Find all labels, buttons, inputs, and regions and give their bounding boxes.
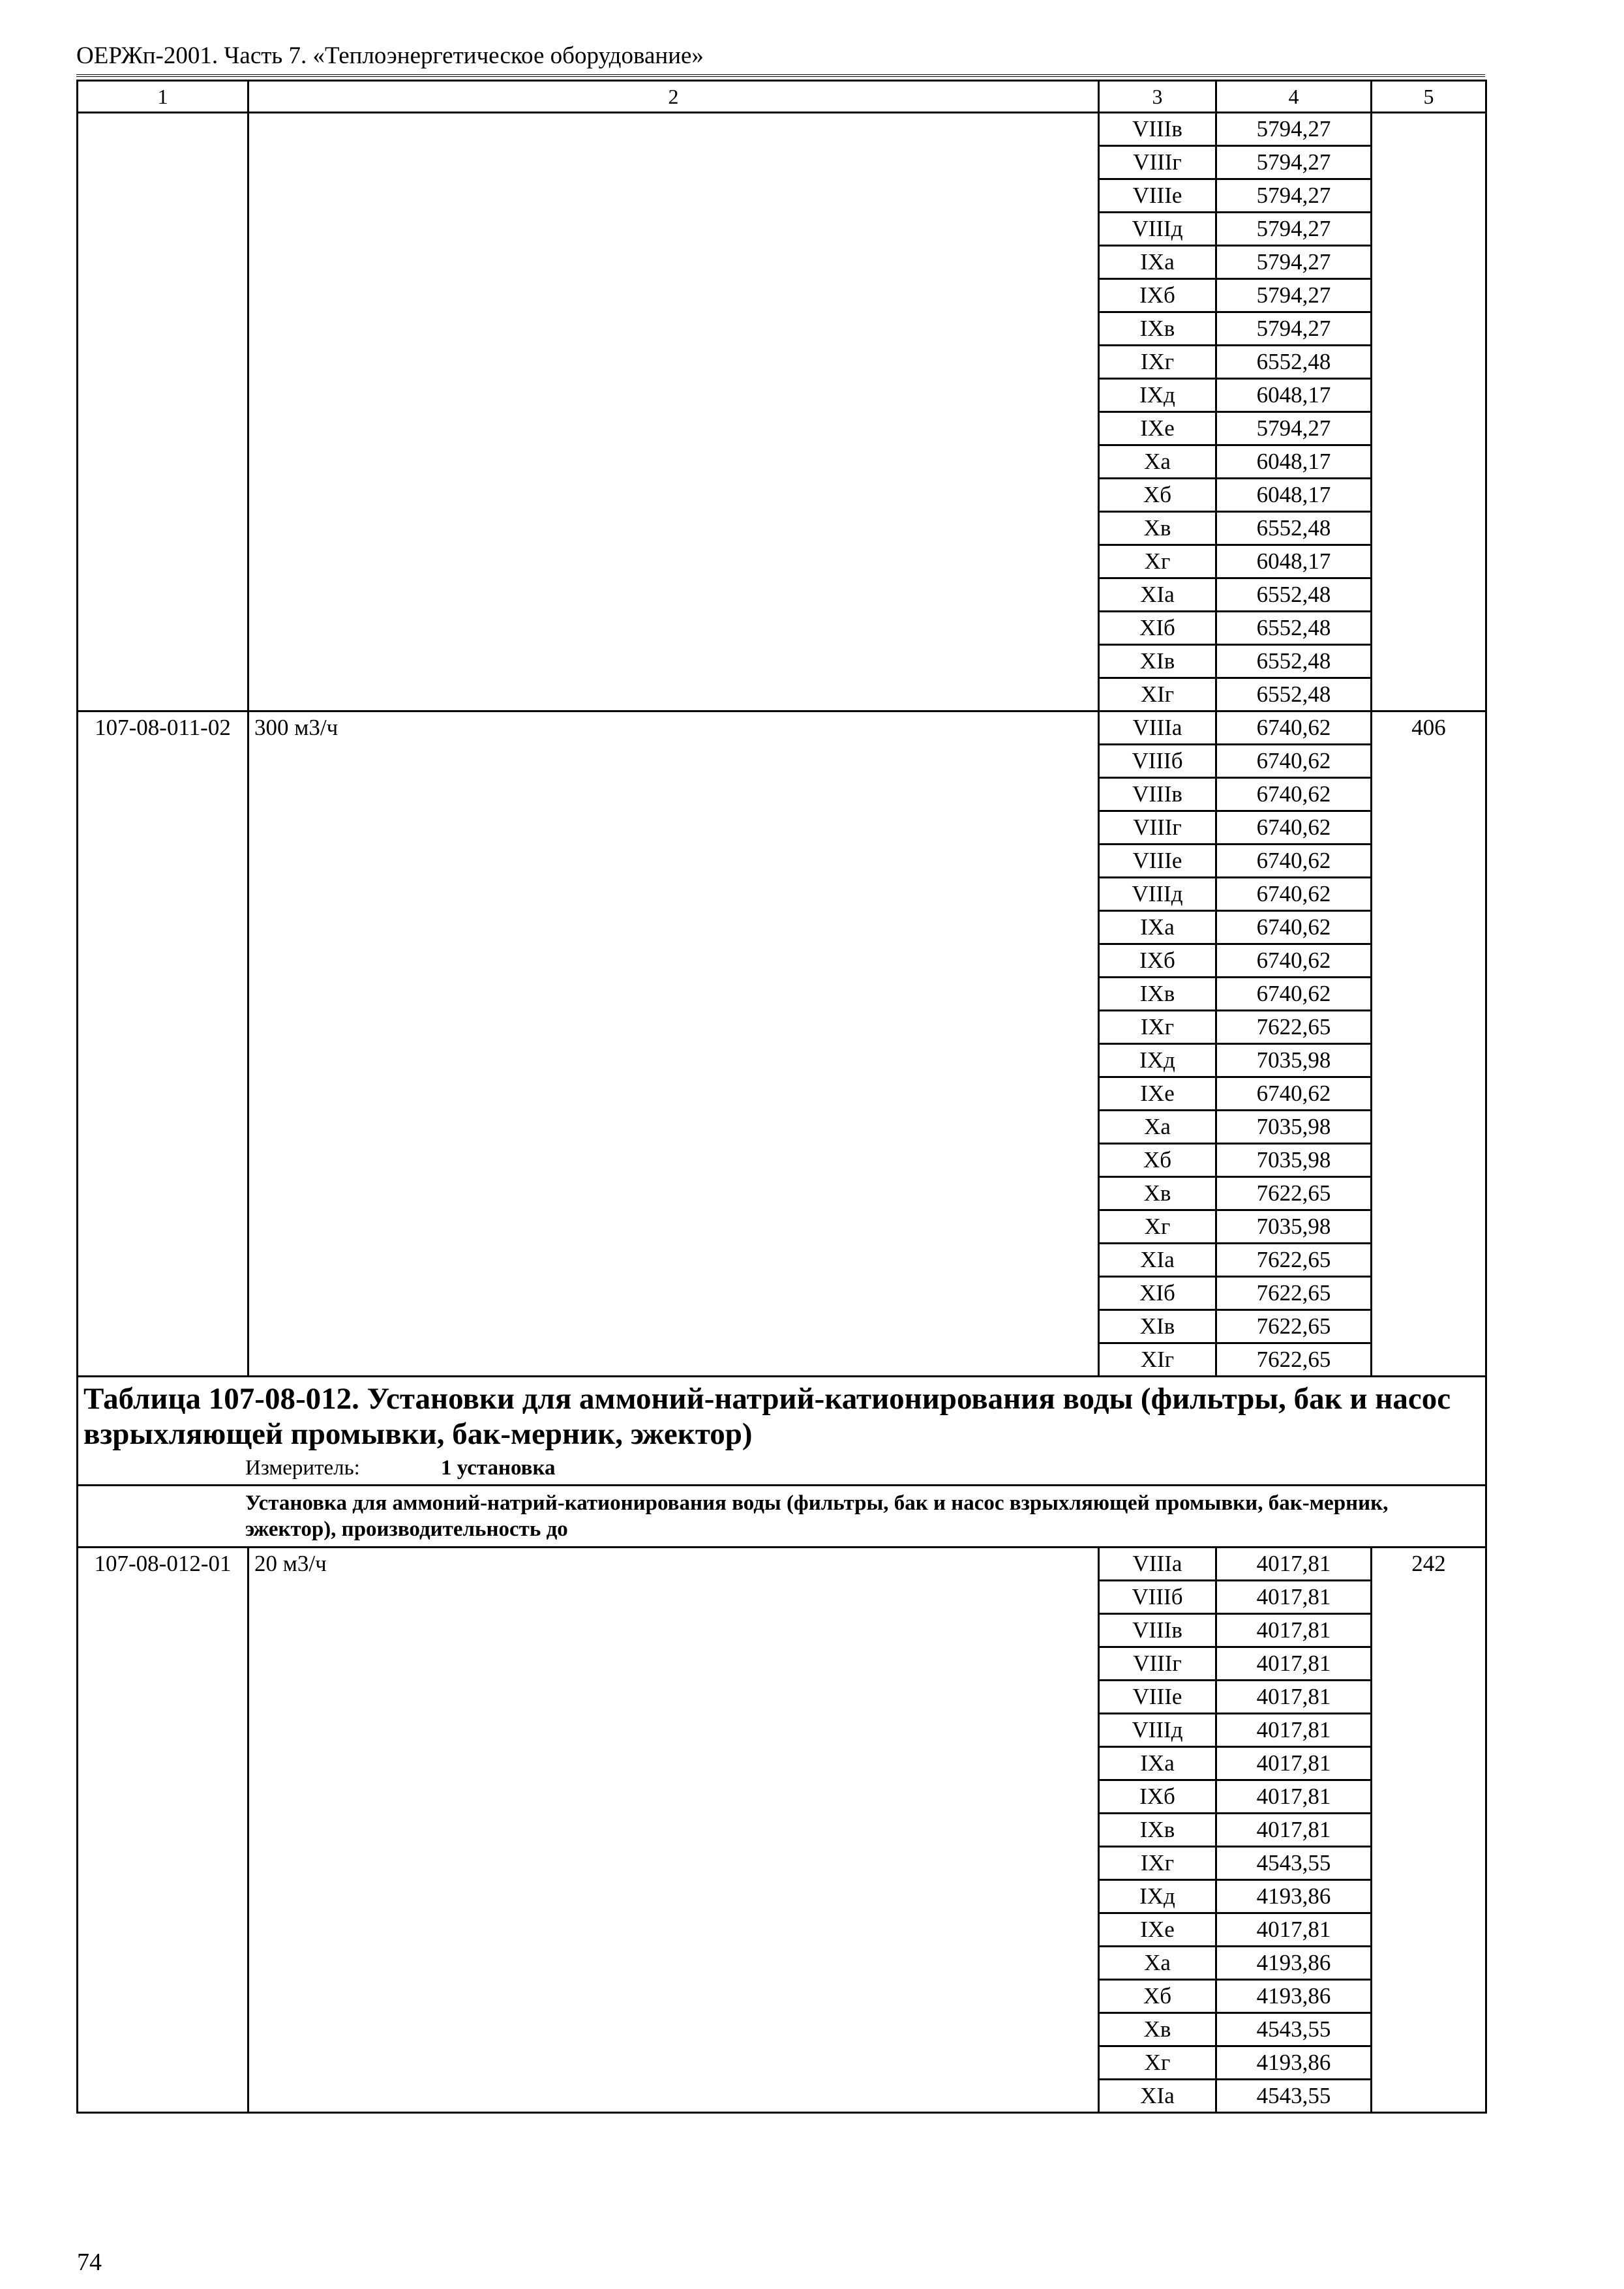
price-cell: 4543,55 [1216, 1847, 1372, 1880]
price-cell: 5794,27 [1216, 179, 1372, 213]
price-cell: 5794,27 [1216, 146, 1372, 179]
price-cell: 6740,62 [1216, 911, 1372, 944]
zone-cell: Xб [1099, 1980, 1216, 2013]
zone-cell: Xг [1099, 2046, 1216, 2080]
price-cell: 4017,81 [1216, 1614, 1372, 1647]
price-cell: 6740,62 [1216, 878, 1372, 911]
zone-cell: VIIIв [1099, 778, 1216, 811]
table-title-row [78, 1377, 1486, 1486]
zone-cell: Xв [1099, 512, 1216, 545]
price-cell: 7622,65 [1216, 1244, 1372, 1277]
item-code: 107-08-012-01 [78, 1548, 248, 2113]
price-cell: 4017,81 [1216, 1681, 1372, 1714]
table-subtitle-row [78, 1486, 1486, 1548]
price-cell: 5794,27 [1216, 246, 1372, 279]
item-code: 107-08-011-02 [78, 711, 248, 1377]
item-code [78, 113, 248, 711]
zone-cell: IXб [1099, 944, 1216, 978]
price-cell: 4017,81 [1216, 1647, 1372, 1681]
zone-cell: VIIIд [1099, 1714, 1216, 1747]
zone-cell: IXг [1099, 1011, 1216, 1044]
zone-cell: IXа [1099, 911, 1216, 944]
meter-value: 1 установка [441, 1456, 556, 1480]
price-cell: 6552,48 [1216, 645, 1372, 678]
zone-cell: VIIIд [1099, 213, 1216, 246]
price-cell: 4017,81 [1216, 1747, 1372, 1780]
price-cell: 4543,55 [1216, 2080, 1372, 2113]
price-cell: 6552,48 [1216, 578, 1372, 612]
price-cell: 6740,62 [1216, 944, 1372, 978]
zone-cell: VIIIг [1099, 1647, 1216, 1681]
price-cell: 5794,27 [1216, 279, 1372, 312]
zone-cell: Xа [1099, 445, 1216, 479]
zone-cell: VIIIе [1099, 845, 1216, 878]
item-description: 300 м3/ч [248, 711, 1099, 1377]
zone-cell: XIг [1099, 1343, 1216, 1377]
price-cell: 7035,98 [1216, 1144, 1372, 1177]
zone-cell: XIв [1099, 645, 1216, 678]
price-cell: 6048,17 [1216, 379, 1372, 412]
zone-cell: VIIIе [1099, 1681, 1216, 1714]
header-title: ОЕРЖп-2001. Часть 7. «Теплоэнергетическое оборудование» [76, 42, 704, 69]
price-cell: 7622,65 [1216, 1011, 1372, 1044]
price-cell: 4193,86 [1216, 2046, 1372, 2080]
price-cell: 4193,86 [1216, 1980, 1372, 2013]
zone-cell: IXб [1099, 279, 1216, 312]
meter-label: Измеритель: [245, 1456, 360, 1480]
column-number-row [78, 81, 1486, 113]
zone-cell: IXв [1099, 312, 1216, 346]
column-number: 5 [1372, 81, 1486, 113]
item-col5: 242 [1372, 1548, 1486, 2113]
price-cell: 5794,27 [1216, 412, 1372, 445]
zone-cell: IXг [1099, 346, 1216, 379]
price-cell: 7035,98 [1216, 1210, 1372, 1244]
table-row [78, 1548, 1486, 1581]
zone-cell: Xб [1099, 479, 1216, 512]
price-cell: 6740,62 [1216, 711, 1372, 745]
table-subtitle: Установка для аммоний-натрий-катионирования воды (фильтры, бак и насос взрыхляющей промывки, бак-мерник, эжектор), производительность до [245, 1491, 1389, 1541]
item-col5: 406 [1372, 711, 1486, 1377]
zone-cell: VIIIд [1099, 878, 1216, 911]
zone-cell: XIа [1099, 2080, 1216, 2113]
price-cell: 7035,98 [1216, 1044, 1372, 1077]
price-cell: 6740,62 [1216, 745, 1372, 778]
price-cell: 7622,65 [1216, 1277, 1372, 1310]
price-cell: 5794,27 [1216, 312, 1372, 346]
zone-cell: XIа [1099, 578, 1216, 612]
zone-cell: VIIIб [1099, 1581, 1216, 1614]
column-number: 2 [248, 81, 1099, 113]
price-cell: 4017,81 [1216, 1714, 1372, 1747]
price-cell: 6048,17 [1216, 479, 1372, 512]
zone-cell: VIIIв [1099, 1614, 1216, 1647]
zone-cell: VIIIг [1099, 811, 1216, 845]
zone-cell: Xв [1099, 1177, 1216, 1210]
price-cell: 6048,17 [1216, 545, 1372, 578]
price-cell: 6740,62 [1216, 811, 1372, 845]
zone-cell: VIIIе [1099, 179, 1216, 213]
column-number: 3 [1099, 81, 1216, 113]
zone-cell: IXд [1099, 1880, 1216, 1913]
price-cell: 6552,48 [1216, 678, 1372, 711]
zone-cell: IXд [1099, 1044, 1216, 1077]
zone-cell: IXг [1099, 1847, 1216, 1880]
table-row [78, 113, 1486, 146]
zone-cell: IXв [1099, 978, 1216, 1011]
zone-cell: Xг [1099, 545, 1216, 578]
zone-cell: VIIIв [1099, 113, 1216, 146]
zone-cell: XIб [1099, 612, 1216, 645]
zone-cell: Xг [1099, 1210, 1216, 1244]
price-cell: 4017,81 [1216, 1780, 1372, 1814]
price-cell: 6740,62 [1216, 1077, 1372, 1111]
zone-cell: IXа [1099, 1747, 1216, 1780]
zone-cell: VIIIб [1099, 745, 1216, 778]
price-cell: 7035,98 [1216, 1111, 1372, 1144]
price-cell: 5794,27 [1216, 213, 1372, 246]
zone-cell: Xб [1099, 1144, 1216, 1177]
page-header [76, 40, 1485, 77]
price-cell: 7622,65 [1216, 1310, 1372, 1343]
zone-cell: VIIIа [1099, 1548, 1216, 1581]
price-cell: 5794,27 [1216, 113, 1372, 146]
table-title: Таблица 107-08-012. Установки для аммоний-натрий-катионирования воды (фильтры, бак и насос взрыхляющей промывки, бак-мерник, эжектор) [83, 1382, 1451, 1451]
price-cell: 6048,17 [1216, 445, 1372, 479]
price-cell: 4017,81 [1216, 1548, 1372, 1581]
price-cell: 6740,62 [1216, 845, 1372, 878]
zone-cell: IXа [1099, 246, 1216, 279]
item-col5 [1372, 113, 1486, 711]
table-row [78, 711, 1486, 745]
price-cell: 6740,62 [1216, 978, 1372, 1011]
zone-cell: IXе [1099, 1913, 1216, 1947]
price-cell: 6740,62 [1216, 778, 1372, 811]
zone-cell: VIIIг [1099, 146, 1216, 179]
zone-cell: XIг [1099, 678, 1216, 711]
price-cell: 6552,48 [1216, 346, 1372, 379]
zone-cell: Xа [1099, 1947, 1216, 1980]
zone-cell: IXе [1099, 412, 1216, 445]
meter-line [83, 1454, 1480, 1482]
price-table [76, 80, 1487, 2114]
price-cell: 7622,65 [1216, 1177, 1372, 1210]
table-title-cell [78, 1377, 1486, 1486]
page-number: 74 [77, 2249, 102, 2276]
zone-cell: XIа [1099, 1244, 1216, 1277]
zone-cell: Xв [1099, 2013, 1216, 2046]
item-description [248, 113, 1099, 711]
zone-cell: IXб [1099, 1780, 1216, 1814]
column-number: 1 [78, 81, 248, 113]
price-cell: 4193,86 [1216, 1947, 1372, 1980]
price-cell: 6552,48 [1216, 512, 1372, 545]
column-number: 4 [1216, 81, 1372, 113]
price-cell: 4017,81 [1216, 1581, 1372, 1614]
price-cell: 4193,86 [1216, 1880, 1372, 1913]
zone-cell: XIв [1099, 1310, 1216, 1343]
price-cell: 4017,81 [1216, 1913, 1372, 1947]
price-cell: 4017,81 [1216, 1814, 1372, 1847]
zone-cell: Xа [1099, 1111, 1216, 1144]
item-description: 20 м3/ч [248, 1548, 1099, 2113]
price-cell: 4543,55 [1216, 2013, 1372, 2046]
price-cell: 7622,65 [1216, 1343, 1372, 1377]
zone-cell: IXв [1099, 1814, 1216, 1847]
zone-cell: XIб [1099, 1277, 1216, 1310]
price-cell: 6552,48 [1216, 612, 1372, 645]
zone-cell: VIIIа [1099, 711, 1216, 745]
zone-cell: IXе [1099, 1077, 1216, 1111]
zone-cell: IXд [1099, 379, 1216, 412]
table-subtitle-cell [78, 1486, 1486, 1548]
